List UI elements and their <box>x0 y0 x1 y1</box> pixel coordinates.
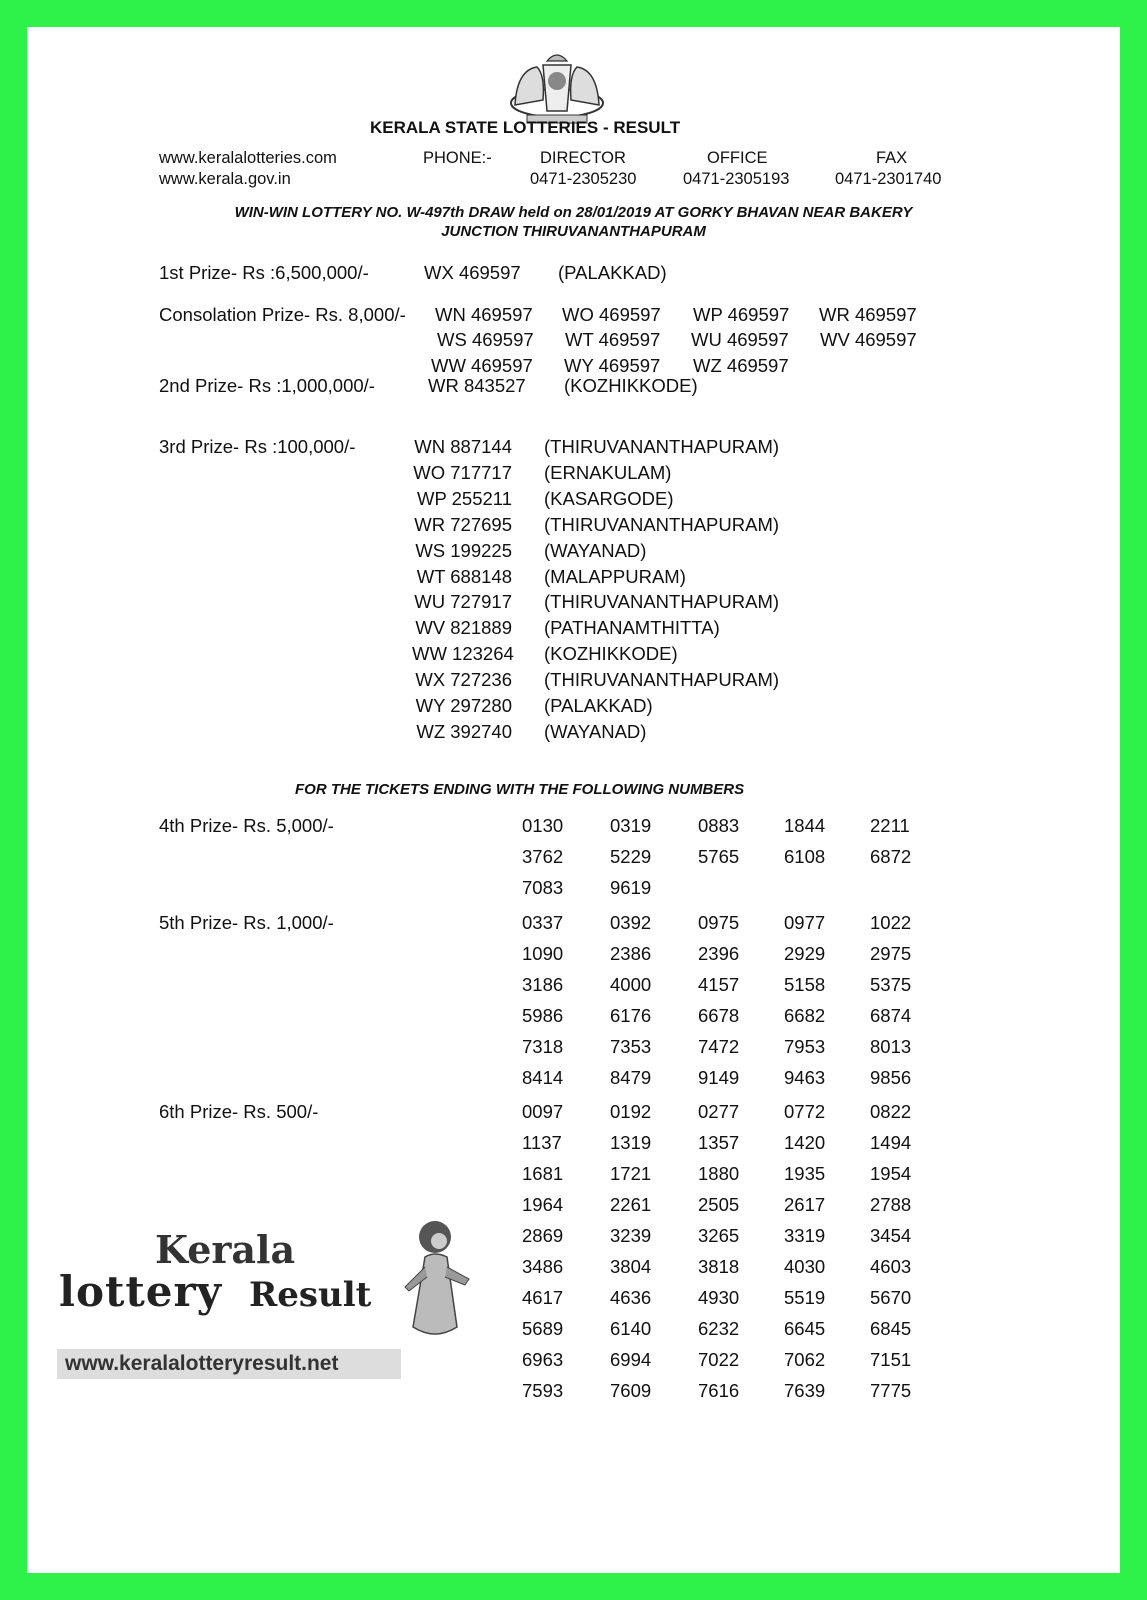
consolation-label: Consolation Prize- Rs. 8,000/- <box>159 304 406 325</box>
ending-number: 2929 <box>784 943 826 964</box>
ending-number: 2788 <box>870 1194 912 1215</box>
ending-number: 0319 <box>610 815 652 836</box>
third-prize-ticket: WV 821889 <box>415 617 512 639</box>
third-prize-place: (WAYANAD) <box>544 720 647 742</box>
ending-number: 3818 <box>698 1256 740 1277</box>
ending-number: 3804 <box>610 1256 652 1277</box>
draw-info-line-1: WIN-WIN LOTTERY NO. W-497th DRAW held on 28/01/2019 AT GORKY BHAVAN NEAR BAKERY <box>234 204 913 221</box>
ending-number: 9149 <box>698 1067 740 1088</box>
ending-numbers-heading: FOR THE TICKETS ENDING WITH THE FOLLOWING NUMBERS <box>295 781 745 798</box>
ending-number: 1844 <box>784 815 826 836</box>
ending-number: 6994 <box>610 1349 652 1370</box>
third-prize-place: (THIRUVANANTHAPURAM) <box>544 513 780 535</box>
result-sheet <box>27 27 1120 1573</box>
ending-number: 5765 <box>698 846 740 867</box>
third-prize-place: (PATHANAMTHITTA) <box>544 617 720 639</box>
ending-number: 3486 <box>522 1256 564 1277</box>
phone-label: PHONE:- <box>423 149 492 167</box>
third-prize-place: (KOZHIKKODE) <box>544 643 678 665</box>
consolation-ticket: WW 469597 <box>431 355 533 376</box>
ending-number: 7353 <box>610 1036 652 1057</box>
ending-number: 5375 <box>870 974 912 995</box>
website-link-1[interactable]: www.keralalotteries.com <box>159 149 337 167</box>
third-prize-ticket: WN 887144 <box>414 436 512 457</box>
ending-number: 0097 <box>522 1101 564 1122</box>
ending-number: 4030 <box>784 1256 826 1277</box>
ending-number: 3454 <box>870 1225 912 1246</box>
ending-number: 6645 <box>784 1318 826 1339</box>
ending-number: 7318 <box>522 1036 564 1057</box>
first-prize-label: 1st Prize- Rs :6,500,000/- <box>159 262 369 283</box>
third-prize-ticket: WO 717717 <box>413 461 512 483</box>
ending-number: 0192 <box>610 1101 652 1122</box>
fifth-prize-label: 5th Prize- Rs. 1,000/- <box>159 912 334 933</box>
third-prize-ticket: WW 123264 <box>412 643 514 665</box>
draw-info-line-2: JUNCTION THIRUVANANTHAPURAM <box>441 223 706 240</box>
ending-number: 0772 <box>784 1101 826 1122</box>
consolation-ticket: WU 469597 <box>691 329 789 350</box>
ending-number: 8414 <box>522 1067 564 1088</box>
third-prize-label: 3rd Prize- Rs :100,000/- <box>159 436 356 457</box>
ending-number: 5670 <box>870 1287 912 1308</box>
third-prize-place: (WAYANAD) <box>544 539 647 561</box>
ending-number: 6232 <box>698 1318 740 1339</box>
third-prize-ticket: WR 727695 <box>414 513 512 535</box>
ending-number: 1420 <box>784 1132 826 1153</box>
ending-number: 2211 <box>870 815 910 836</box>
third-prize-place: (THIRUVANANTHAPURAM) <box>544 591 780 613</box>
ending-number: 5229 <box>610 846 652 867</box>
ending-number: 7953 <box>784 1036 826 1057</box>
ending-number: 0130 <box>522 815 564 836</box>
ending-number: 1935 <box>784 1163 826 1184</box>
ending-number: 4000 <box>610 974 652 995</box>
second-prize-label: 2nd Prize- Rs :1,000,000/- <box>159 375 375 396</box>
ending-number: 3265 <box>698 1225 740 1246</box>
ending-number: 6140 <box>610 1318 652 1339</box>
third-prize-ticket: WT 688148 <box>416 565 512 587</box>
ending-number: 6874 <box>870 1005 912 1026</box>
ending-number: 2396 <box>698 943 740 964</box>
fourth-prize-label: 4th Prize- Rs. 5,000/- <box>159 815 334 836</box>
ending-number: 7151 <box>870 1349 912 1370</box>
ending-number: 0337 <box>522 912 564 933</box>
third-prize-ticket: WU 727917 <box>414 591 512 613</box>
ending-number: 1954 <box>870 1163 912 1184</box>
ending-number: 4157 <box>698 974 740 995</box>
ending-number: 1721 <box>610 1163 652 1184</box>
fax-phone: 0471-2301740 <box>835 170 942 188</box>
ending-number: 2617 <box>784 1194 826 1215</box>
ending-number: 8013 <box>870 1036 912 1057</box>
ending-number: 6108 <box>784 846 826 867</box>
promo-result-text: Result <box>249 1275 372 1315</box>
ending-number: 7775 <box>870 1380 912 1401</box>
ending-number: 1681 <box>522 1163 564 1184</box>
third-prize-place: (ERNAKULAM) <box>544 461 672 483</box>
ending-number: 5158 <box>784 974 826 995</box>
ending-number: 1964 <box>522 1194 564 1215</box>
third-prize-ticket: WY 297280 <box>415 695 512 716</box>
ending-number: 0277 <box>698 1101 740 1122</box>
ending-number: 2505 <box>698 1194 740 1215</box>
ending-number: 0392 <box>610 912 652 933</box>
ending-number: 4636 <box>610 1287 652 1308</box>
promo-lottery-text: lottery <box>59 1267 223 1316</box>
ending-number: 1319 <box>610 1132 652 1153</box>
ending-number: 9856 <box>870 1067 912 1088</box>
ending-number: 7616 <box>698 1380 740 1401</box>
director-label: DIRECTOR <box>540 149 626 167</box>
ending-number: 2975 <box>870 943 912 964</box>
first-prize-ticket: WX 469597 <box>424 262 521 283</box>
ending-number: 6176 <box>610 1005 652 1026</box>
ending-number: 9463 <box>784 1067 826 1088</box>
consolation-ticket: WY 469597 <box>564 355 661 376</box>
ending-number: 6682 <box>784 1005 826 1026</box>
ending-number: 3239 <box>610 1225 652 1246</box>
ending-number: 0975 <box>698 912 740 933</box>
ending-number: 5519 <box>784 1287 826 1308</box>
ending-number: 4930 <box>698 1287 740 1308</box>
promo-kerala-text: Kerala <box>155 1227 296 1272</box>
ending-number: 7083 <box>522 877 564 898</box>
ending-number: 7022 <box>698 1349 740 1370</box>
ending-number: 1090 <box>522 943 564 964</box>
page-title: KERALA STATE LOTTERIES - RESULT <box>370 118 681 137</box>
fax-label: FAX <box>876 149 908 167</box>
ending-number: 6678 <box>698 1005 740 1026</box>
ending-number: 6872 <box>870 846 912 867</box>
consolation-ticket: WR 469597 <box>819 304 917 325</box>
ending-number: 7062 <box>784 1349 826 1370</box>
ending-number: 1137 <box>522 1132 562 1153</box>
ending-number: 1880 <box>698 1163 740 1184</box>
ending-number: 7639 <box>784 1380 826 1401</box>
third-prize-ticket: WX 727236 <box>415 669 512 691</box>
ending-number: 5689 <box>522 1318 564 1339</box>
ending-number: 7609 <box>610 1380 652 1401</box>
ending-number: 1494 <box>870 1132 912 1153</box>
kerala-emblem-icon <box>507 45 607 127</box>
ending-number: 3319 <box>784 1225 826 1246</box>
office-phone: 0471-2305193 <box>683 170 790 188</box>
third-prize-place: (MALAPPURAM) <box>544 565 686 587</box>
ending-number: 9619 <box>610 877 652 898</box>
third-prize-ticket: WS 199225 <box>415 539 512 561</box>
consolation-ticket: WP 469597 <box>693 304 790 325</box>
consolation-ticket: WZ 469597 <box>693 355 789 376</box>
ending-number: 1357 <box>698 1132 740 1153</box>
ending-number: 0883 <box>698 815 740 836</box>
second-prize-ticket: WR 843527 <box>428 375 526 396</box>
second-prize-place: (KOZHIKKODE) <box>564 375 698 396</box>
ending-number: 4617 <box>522 1287 564 1308</box>
third-prize-ticket: WZ 392740 <box>416 720 512 742</box>
ending-number: 3186 <box>522 974 564 995</box>
ending-number: 0977 <box>784 912 826 933</box>
consolation-ticket: WV 469597 <box>820 329 917 350</box>
sixth-prize-label: 6th Prize- Rs. 500/- <box>159 1101 319 1122</box>
ending-number: 4603 <box>870 1256 912 1277</box>
consolation-ticket: WT 469597 <box>565 329 661 350</box>
promo-url[interactable]: www.keralalotteryresult.net <box>65 1352 339 1375</box>
ending-number: 7593 <box>522 1380 564 1401</box>
consolation-ticket: WS 469597 <box>437 329 534 350</box>
office-label: OFFICE <box>707 149 768 167</box>
ending-number: 2869 <box>522 1225 564 1246</box>
ending-number: 3762 <box>522 846 564 867</box>
lady-illustration-icon <box>395 1217 475 1347</box>
ending-number: 7472 <box>698 1036 740 1057</box>
promo-logo <box>57 1217 477 1407</box>
ending-number: 6963 <box>522 1349 564 1370</box>
ending-number: 6845 <box>870 1318 912 1339</box>
consolation-ticket: WN 469597 <box>435 304 533 325</box>
ending-number: 2386 <box>610 943 652 964</box>
ending-number: 2261 <box>610 1194 652 1215</box>
ending-number: 1022 <box>870 912 912 933</box>
third-prize-ticket: WP 255211 <box>417 487 512 509</box>
website-link-2[interactable]: www.kerala.gov.in <box>159 170 291 188</box>
consolation-ticket: WO 469597 <box>562 304 661 325</box>
director-phone: 0471-2305230 <box>530 170 637 188</box>
third-prize-place: (THIRUVANANTHAPURAM) <box>544 669 780 691</box>
ending-number: 0822 <box>870 1101 912 1122</box>
first-prize-place: (PALAKKAD) <box>558 262 667 283</box>
third-prize-place: (KASARGODE) <box>544 487 674 509</box>
third-prize-place: (PALAKKAD) <box>544 695 653 716</box>
ending-number: 8479 <box>610 1067 652 1088</box>
ending-number: 5986 <box>522 1005 564 1026</box>
third-prize-place: (THIRUVANANTHAPURAM) <box>544 436 780 457</box>
